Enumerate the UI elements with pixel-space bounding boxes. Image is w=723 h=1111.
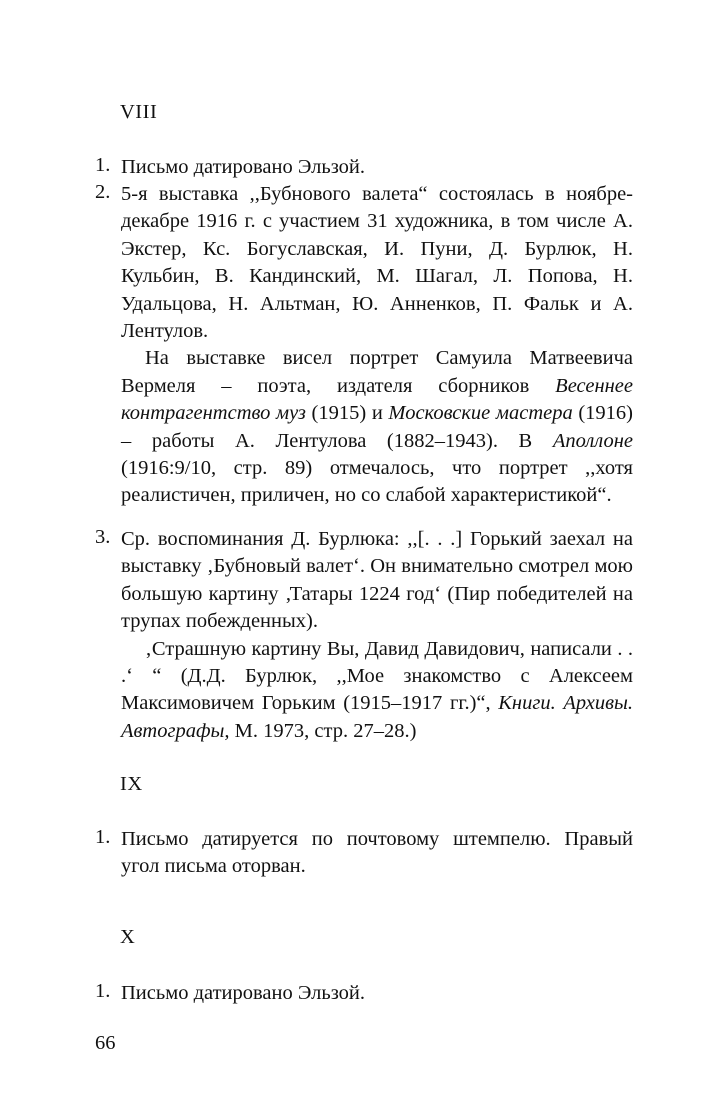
note-number: 1. — [95, 826, 111, 848]
note-body — [121, 154, 633, 181]
text-run: М. 1973, стр. 27–28.) — [229, 719, 417, 742]
note-paragraph: 5-я выставка ,,Бубнового валета“ состоялась в ноябре-декабре 1916 г. с участием 31 художника, в том числе А. Экстер, Кс. Богуславская, И. Пуни, Д. Бурлюк, Н. Кульбин, В. Кандинский, М. Шагал, Л. Попова, Н. Удальцова, Н. Альтман, Ю. Анненков, П. Фальк и А. Лентулов. — [121, 183, 633, 343]
note-paragraph: Ср. воспоминания Д. Бурлюка: ,,[. . .] Горький заехал на выставку ‚Бубновый валет‘. Он внимательно смотрел мою большую картину ‚Татары 1224 год‘ (Пир победителей на трупах побежденных). — [121, 528, 633, 633]
text-run: (1916) – работы А. Лентулова (1882–1943). В — [121, 402, 634, 452]
note-number: 3. — [95, 526, 111, 548]
text-run: ‚Страшную картину Вы, Давид Давидович, написали . . .‘ “ (Д.Д. Бурлюк, ,,Мое знакомство с Алексеем Максимовичем Горьким (1915–1917 гг.)“, — [121, 637, 633, 715]
note-paragraph: Письмо датируется по почтовому штемпелю. Правый угол письма оторван. — [121, 828, 633, 878]
section-heading-ix: IX — [120, 773, 143, 795]
note-x-1 — [95, 980, 633, 1007]
note-number: 1. — [95, 980, 111, 1002]
text-run: (1916:9/10, стр. 89) отмечалось, что портрет ,,хотя реалистичен, приличен, но со слабой характеристикой“. — [121, 457, 633, 507]
note-body — [121, 181, 633, 510]
note-paragraph — [121, 345, 633, 509]
italic-title: Московские мастера — [388, 402, 573, 425]
section-heading-viii: VIII — [120, 101, 158, 123]
section-heading-x: X — [120, 926, 136, 948]
italic-title: Весеннее контрагентство муз — [121, 374, 633, 425]
page-number: 66 — [95, 1032, 116, 1054]
note-paragraph: Письмо датировано Эльзой. — [121, 982, 366, 1004]
italic-title: Аполлоне — [552, 429, 633, 452]
text-run: (1915) и — [305, 402, 389, 425]
note-viii-2 — [95, 181, 633, 510]
note-number: 2. — [95, 181, 111, 203]
note-viii-1 — [95, 154, 633, 181]
note-body — [121, 826, 633, 881]
italic-title: Книги. Архивы. Автографы, — [121, 692, 633, 742]
text-run: На выставке висел портрет Самуила Матвеевича Вермеля – поэта, издателя сборников — [121, 347, 633, 397]
note-viii-3 — [95, 526, 633, 745]
note-body — [121, 980, 633, 1007]
note-ix-1 — [95, 826, 633, 881]
note-paragraph — [121, 636, 633, 746]
note-paragraph: Письмо датировано Эльзой. — [121, 156, 366, 178]
note-number: 1. — [95, 154, 111, 176]
note-body — [121, 526, 633, 745]
